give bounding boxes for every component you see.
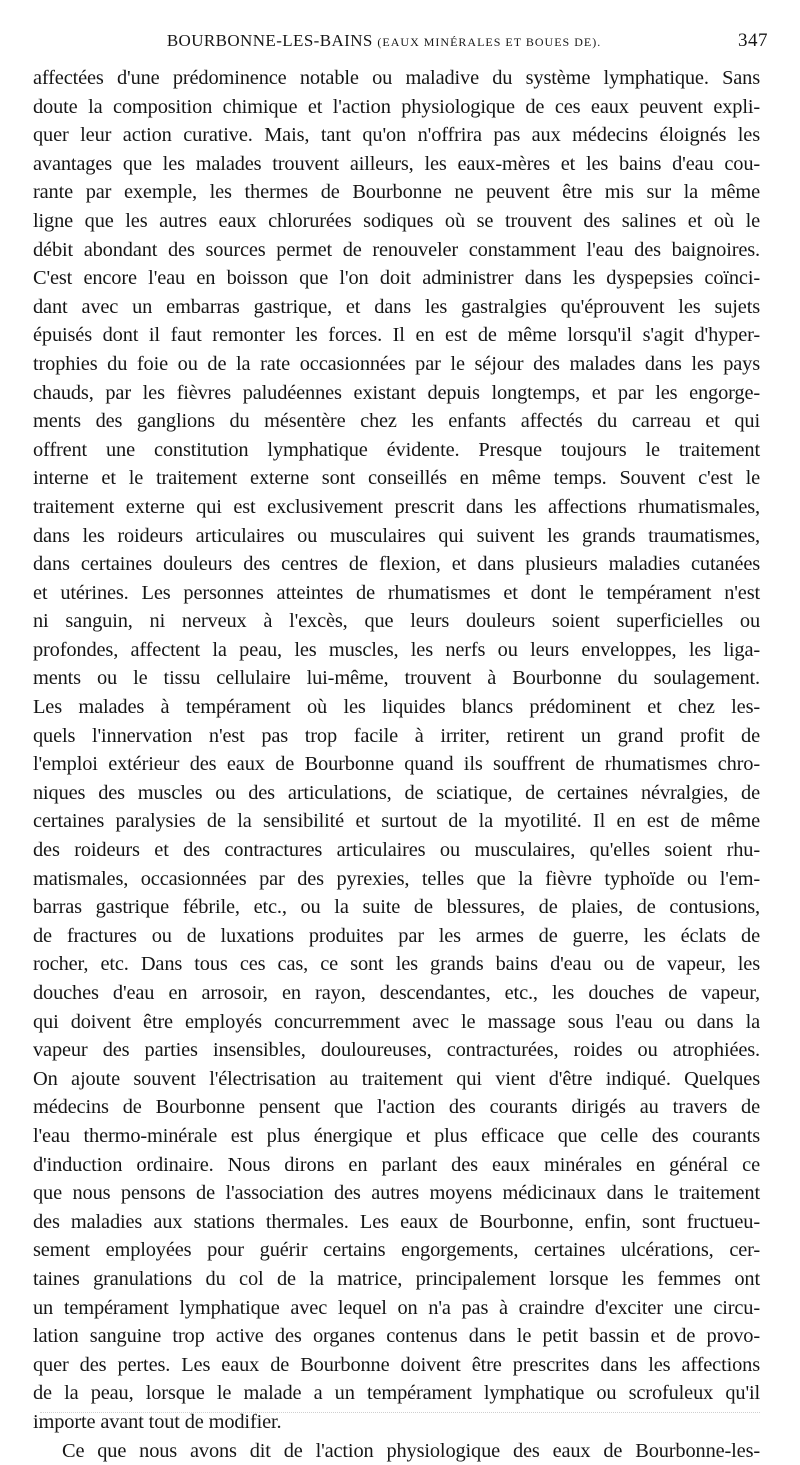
text-line: vapeur des parties insensibles, douloureuses, contracturées, roides ou atrophiées.	[33, 1036, 760, 1065]
text-line: quer leur action curative. Mais, tant qu'on n'offrira pas aux médecins éloignés les	[33, 121, 760, 150]
text-line: barras gastrique fébrile, etc., ou la suite de blessures, de plaies, de contusions,	[33, 893, 760, 922]
text-line: offrent une constitution lymphatique évidente. Presque toujours le traitement	[33, 436, 760, 465]
text-line: C'est encore l'eau en boisson que l'on doit administrer dans les dyspepsies coïnci-	[33, 264, 760, 293]
text-line: des roideurs et des contractures articulaires ou musculaires, qu'elles soient rhu-	[33, 836, 760, 865]
text-line: un tempérament lymphatique avec lequel on n'a pas à craindre d'exciter une circu-	[33, 1294, 760, 1323]
text-line: ments ou le tissu cellulaire lui-même, trouvent à Bourbonne du soulagement.	[33, 664, 760, 693]
running-title-main: BOURBONNE-LES-BAINS	[167, 31, 373, 50]
text-line: l'eau thermo-minérale est plus énergique et plus efficace que celle des courants	[33, 1122, 760, 1151]
text-line: interne et le traitement externe sont conseillés en même temps. Souvent c'est le	[33, 464, 760, 493]
text-line: dant avec un embarras gastrique, et dans les gastralgies qu'éprouvent les sujets	[33, 293, 760, 322]
text-line: quer des pertes. Les eaux de Bourbonne doivent être prescrites dans les affections	[33, 1351, 760, 1380]
text-line: et utérines. Les personnes atteintes de rhumatismes et dont le tempérament n'est	[33, 579, 760, 608]
text-line: lation sanguine trop active des organes contenus dans le petit bassin et de provo-	[33, 1322, 760, 1351]
page-number: 347	[738, 30, 768, 52]
text-line: d'induction ordinaire. Nous dirons en parlant des eaux minérales en général ce	[33, 1151, 760, 1180]
text-line: que nous pensons de l'association des autres moyens médicinaux dans le traitement	[33, 1179, 760, 1208]
text-line: niques des muscles ou des articulations, de sciatique, de certaines névralgies, de	[33, 779, 760, 808]
text-line: débit abondant des sources permet de renouveler constamment l'eau des baignoires.	[33, 236, 760, 265]
text-line: qui doivent être employés concurremment avec le massage sous l'eau ou dans la	[33, 1008, 760, 1037]
text-line: taines granulations du col de la matrice, principalement lorsque les femmes ont	[33, 1265, 760, 1294]
text-line: ni sanguin, ni nerveux à l'excès, que leurs douleurs soient superficielles ou	[33, 607, 760, 636]
text-line: épuisés dont il faut remonter les forces. Il en est de même lorsqu'il s'agit d'hyper-	[33, 321, 760, 350]
body-text	[33, 64, 760, 1465]
text-line: certaines paralysies de la sensibilité et surtout de la myotilité. Il en est de même	[33, 807, 760, 836]
text-line: doute la composition chimique et l'action physiologique de ces eaux peuvent expli-	[33, 93, 760, 122]
running-title	[60, 31, 708, 51]
text-line: ments des ganglions du mésentère chez les enfants affectés du carreau et qui	[33, 407, 760, 436]
text-line: des maladies aux stations thermales. Les eaux de Bourbonne, enfin, sont fructueu-	[33, 1208, 760, 1237]
bottom-rule	[40, 1412, 760, 1413]
text-line: ligne que les autres eaux chlorurées sodiques où se trouvent des salines et où le	[33, 207, 760, 236]
text-line: sement employées pour guérir certains engorgements, certaines ulcérations, cer-	[33, 1236, 760, 1265]
text-line: l'emploi extérieur des eaux de Bourbonne quand ils souffrent de rhumatismes chro-	[33, 750, 760, 779]
text-line: douches d'eau en arrosoir, en rayon, descendantes, etc., les douches de vapeur,	[33, 979, 760, 1008]
running-header	[60, 31, 768, 57]
text-line: importe avant tout de modifier.	[33, 1408, 760, 1437]
text-line: quels l'innervation n'est pas trop facile à irriter, retirent un grand profit de	[33, 722, 760, 751]
text-line: avantages que les malades trouvent ailleurs, les eaux-mères et les bains d'eau cou-	[33, 150, 760, 179]
text-line: profondes, affectent la peau, les muscles, les nerfs ou leurs enveloppes, les liga-	[33, 636, 760, 665]
text-line: trophies du foie ou de la rate occasionnées par le séjour des malades dans les pays	[33, 350, 760, 379]
running-title-subtitle: (EAUX MINÉRALES ET BOUES DE).	[377, 35, 601, 49]
text-line: de fractures ou de luxations produites par les armes de guerre, les éclats de	[33, 922, 760, 951]
text-line: médecins de Bourbonne pensent que l'action des courants dirigés au travers de	[33, 1093, 760, 1122]
text-line: matismales, occasionnées par des pyrexies, telles que la fièvre typhoïde ou l'em-	[33, 865, 760, 894]
text-line: rocher, etc. Dans tous ces cas, ce sont les grands bains d'eau ou de vapeur, les	[33, 950, 760, 979]
text-line: dans les roideurs articulaires ou musculaires qui suivent les grands traumatismes,	[33, 522, 760, 551]
text-line: chauds, par les fièvres paludéennes existant depuis longtemps, et par les engorge-	[33, 379, 760, 408]
text-line: Les malades à tempérament où les liquides blancs prédominent et chez les-	[33, 693, 760, 722]
text-line: dans certaines douleurs des centres de flexion, et dans plusieurs maladies cutanées	[33, 550, 760, 579]
text-line: On ajoute souvent l'électrisation au traitement qui vient d'être indiqué. Quelques	[33, 1065, 760, 1094]
text-line: traitement externe qui est exclusivement prescrit dans les affections rhumatismales,	[33, 493, 760, 522]
text-line: affectées d'une prédominence notable ou maladive du système lymphatique. Sans	[33, 64, 760, 93]
text-line: rante par exemple, les thermes de Bourbonne ne peuvent être mis sur la même	[33, 178, 760, 207]
text-line: de la peau, lorsque le malade a un tempérament lymphatique ou scrofuleux qu'il	[33, 1379, 760, 1408]
paragraph-first-line: Ce que nous avons dit de l'action physiologique des eaux de Bourbonne-les-	[33, 1437, 760, 1465]
